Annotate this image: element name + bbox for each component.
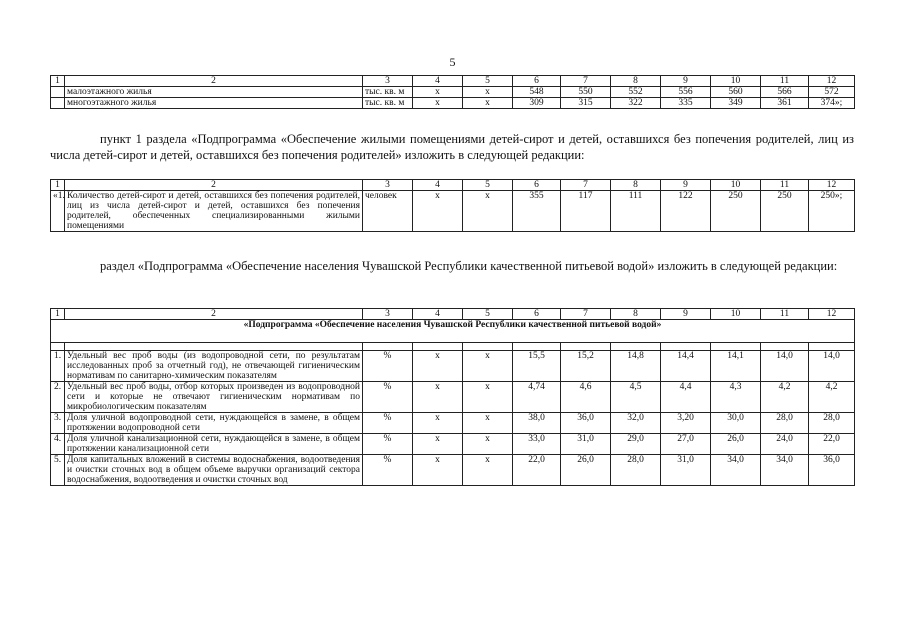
cell-value: 24,0 — [761, 434, 809, 455]
cell-unit: % — [363, 382, 413, 413]
spacer-cell — [661, 343, 711, 351]
table-header-row — [51, 76, 855, 87]
cell-indicator: Количество детей-сирот и детей, оставшихся без попечения родителей, лиц из числа детей-сирот и детей, оставшихся без попечения родителей, обеспеченных специализированными жилыми помещениями — [65, 191, 363, 232]
header-cell: 5 — [463, 309, 513, 320]
header-cell: 6 — [513, 76, 561, 87]
paragraph-amend-orphans: пункт 1 раздела «Подпрограмма «Обеспечение жилыми помещениями детей-сирот и детей, оставшихся без попечения родителей, лиц из числа детей-сирот и детей, оставшихся без попечения родителей» изложить в следующей редакции: — [50, 132, 854, 162]
table-row — [51, 382, 855, 413]
header-cell: 9 — [661, 180, 711, 191]
header-cell: 6 — [513, 309, 561, 320]
spacer-cell — [809, 343, 855, 351]
table-row — [51, 98, 855, 109]
cell-value: 349 — [711, 98, 761, 109]
cell-unit: % — [363, 351, 413, 382]
cell-unit: % — [363, 434, 413, 455]
table-header-row — [51, 309, 855, 320]
cell-indicator: Доля уличной канализационной сети, нуждающейся в замене, в общем протяжении канализационной сети — [65, 434, 363, 455]
table-header-row — [51, 180, 855, 191]
cell-value: 322 — [611, 98, 661, 109]
header-cell: 5 — [463, 76, 513, 87]
cell-value: х — [413, 351, 463, 382]
cell-value: х — [413, 455, 463, 486]
cell-value: 566 — [761, 87, 809, 98]
table-row — [51, 434, 855, 455]
cell-value: 4,6 — [561, 382, 611, 413]
cell-num: 3. — [51, 413, 65, 434]
cell-unit: тыс. кв. м — [363, 98, 413, 109]
cell-value: 572 — [809, 87, 855, 98]
cell-value: 309 — [513, 98, 561, 109]
cell-value: 31,0 — [661, 455, 711, 486]
cell-num: 2. — [51, 382, 65, 413]
cell-indicator: Удельный вес проб воды, отбор которых произведен из водопроводной сети и которые не отвечают гигиеническим нормативам по микробиологическим показателям — [65, 382, 363, 413]
header-cell: 10 — [711, 180, 761, 191]
spacer-cell — [65, 343, 363, 351]
cell-value: 548 — [513, 87, 561, 98]
header-cell: 1 — [51, 309, 65, 320]
cell-value: 560 — [711, 87, 761, 98]
cell-value: 4,5 — [611, 382, 661, 413]
header-cell: 4 — [413, 180, 463, 191]
header-cell: 8 — [611, 180, 661, 191]
cell-unit: % — [363, 455, 413, 486]
cell-unit: тыс. кв. м — [363, 87, 413, 98]
cell-value: 30,0 — [711, 413, 761, 434]
spacer-cell — [413, 343, 463, 351]
spacer-cell — [363, 343, 413, 351]
header-cell: 8 — [611, 76, 661, 87]
cell-value: 32,0 — [611, 413, 661, 434]
header-cell: 12 — [809, 76, 855, 87]
cell-value: х — [413, 191, 463, 232]
cell-value: 361 — [761, 98, 809, 109]
header-cell: 3 — [363, 180, 413, 191]
header-cell: 7 — [561, 180, 611, 191]
table-row — [51, 87, 855, 98]
cell-value: 27,0 — [661, 434, 711, 455]
cell-value: х — [413, 87, 463, 98]
cell-value: 4,3 — [711, 382, 761, 413]
section-title-row — [51, 320, 855, 343]
header-cell: 9 — [661, 309, 711, 320]
cell-value: 28,0 — [611, 455, 661, 486]
cell-num: 1. — [51, 351, 65, 382]
cell-value: 26,0 — [711, 434, 761, 455]
table-orphans — [50, 179, 855, 232]
cell-value: 4,4 — [661, 382, 711, 413]
cell-value: х — [463, 382, 513, 413]
header-cell: 11 — [761, 76, 809, 87]
cell-unit: % — [363, 413, 413, 434]
cell-value: 14,8 — [611, 351, 661, 382]
cell-value: 22,0 — [809, 434, 855, 455]
table-row — [51, 351, 855, 382]
cell-value: 38,0 — [513, 413, 561, 434]
header-cell: 12 — [809, 180, 855, 191]
cell-value: х — [413, 382, 463, 413]
spacer-cell — [711, 343, 761, 351]
cell-value: 34,0 — [711, 455, 761, 486]
cell-value: 250»; — [809, 191, 855, 232]
cell-value: 29,0 — [611, 434, 661, 455]
spacer-cell — [761, 343, 809, 351]
header-cell: 4 — [413, 309, 463, 320]
cell-value: х — [413, 413, 463, 434]
cell-value: 22,0 — [513, 455, 561, 486]
cell-value: 31,0 — [561, 434, 611, 455]
cell-value: 552 — [611, 87, 661, 98]
cell-value: х — [463, 191, 513, 232]
cell-indicator: Доля капитальных вложений в системы водоснабжения, водоотведения и очистки сточных вод в общем объеме выручки организаций сектора водоснабжения, водоотведения и очистки сточных вод — [65, 455, 363, 486]
header-cell: 12 — [809, 309, 855, 320]
header-cell: 3 — [363, 76, 413, 87]
table-row — [51, 455, 855, 486]
spacer-cell — [611, 343, 661, 351]
cell-unit: человек — [363, 191, 413, 232]
header-cell: 2 — [65, 309, 363, 320]
header-cell: 10 — [711, 309, 761, 320]
cell-num: 4. — [51, 434, 65, 455]
spacer-row — [51, 343, 855, 351]
header-cell: 7 — [561, 309, 611, 320]
cell-num: 5. — [51, 455, 65, 486]
spacer-cell — [463, 343, 513, 351]
cell-value: 117 — [561, 191, 611, 232]
section-title: «Подпрограмма «Обеспечение населения Чувашской Республики качественной питьевой водой» — [51, 320, 855, 343]
cell-value: 14,1 — [711, 351, 761, 382]
cell-value: х — [463, 413, 513, 434]
cell-value: х — [463, 434, 513, 455]
cell-value: 556 — [661, 87, 711, 98]
header-cell: 11 — [761, 180, 809, 191]
cell-value: 26,0 — [561, 455, 611, 486]
header-cell: 1 — [51, 76, 65, 87]
cell-indicator: Удельный вес проб воды (из водопроводной сети, по результатам исследованных проб за отчетный год), не отвечающей гигиеническим нормативам по санитарно-химическим показателям — [65, 351, 363, 382]
cell-num: «1. — [51, 191, 65, 232]
cell-value: 4,74 — [513, 382, 561, 413]
header-cell: 7 — [561, 76, 611, 87]
cell-value: х — [413, 98, 463, 109]
header-cell: 6 — [513, 180, 561, 191]
cell-num — [51, 98, 65, 109]
cell-indicator: малоэтажного жилья — [65, 87, 363, 98]
cell-value: 28,0 — [809, 413, 855, 434]
header-cell: 10 — [711, 76, 761, 87]
header-cell: 2 — [65, 76, 363, 87]
cell-value: 111 — [611, 191, 661, 232]
cell-value: 250 — [761, 191, 809, 232]
table-row — [51, 413, 855, 434]
cell-value: 33,0 — [513, 434, 561, 455]
spacer-cell — [561, 343, 611, 351]
cell-indicator: многоэтажного жилья — [65, 98, 363, 109]
cell-value: х — [463, 455, 513, 486]
header-cell: 1 — [51, 180, 65, 191]
cell-value: 550 — [561, 87, 611, 98]
cell-value: 14,4 — [661, 351, 711, 382]
cell-value: 250 — [711, 191, 761, 232]
paragraph-amend-water: раздел «Подпрограмма «Обеспечение населения Чувашской Республики качественной питьевой водой» изложить в следующей редакции: — [100, 259, 838, 273]
header-cell: 3 — [363, 309, 413, 320]
cell-value: 14,0 — [761, 351, 809, 382]
cell-value: 36,0 — [561, 413, 611, 434]
cell-value: 4,2 — [761, 382, 809, 413]
cell-value: 3,20 — [661, 413, 711, 434]
header-cell: 5 — [463, 180, 513, 191]
cell-num — [51, 87, 65, 98]
header-cell: 9 — [661, 76, 711, 87]
cell-value: 34,0 — [761, 455, 809, 486]
cell-value: х — [463, 351, 513, 382]
cell-value: 4,2 — [809, 382, 855, 413]
cell-value: 355 — [513, 191, 561, 232]
header-cell: 2 — [65, 180, 363, 191]
header-cell: 11 — [761, 309, 809, 320]
cell-value: 335 — [661, 98, 711, 109]
cell-indicator: Доля уличной водопроводной сети, нуждающейся в замене, в общем протяжении водопроводной сети — [65, 413, 363, 434]
cell-value: 374»; — [809, 98, 855, 109]
table-row — [51, 191, 855, 232]
table-water — [50, 308, 855, 486]
spacer-cell — [513, 343, 561, 351]
cell-value: 315 — [561, 98, 611, 109]
cell-value: х — [463, 98, 513, 109]
cell-value: 28,0 — [761, 413, 809, 434]
cell-value: 36,0 — [809, 455, 855, 486]
cell-value: 14,0 — [809, 351, 855, 382]
cell-value: 122 — [661, 191, 711, 232]
cell-value: 15,2 — [561, 351, 611, 382]
cell-value: 15,5 — [513, 351, 561, 382]
spacer-cell — [51, 343, 65, 351]
cell-value: х — [413, 434, 463, 455]
header-cell: 4 — [413, 76, 463, 87]
page-number: 5 — [449, 55, 456, 69]
table-housing — [50, 75, 855, 109]
header-cell: 8 — [611, 309, 661, 320]
cell-value: х — [463, 87, 513, 98]
